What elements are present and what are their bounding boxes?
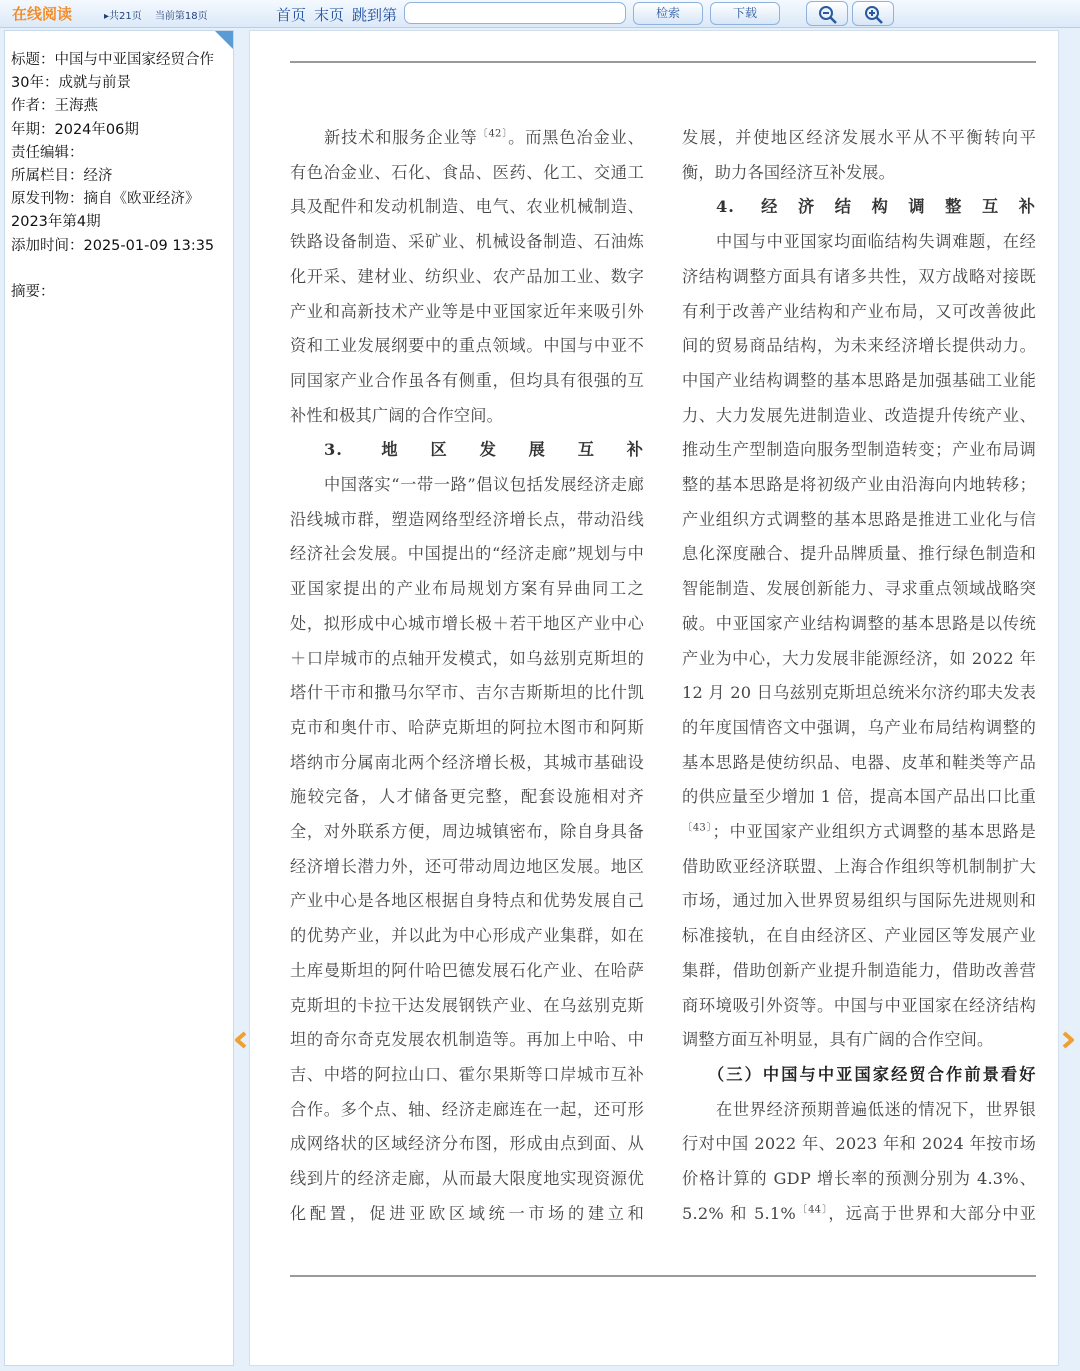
article-column: 所属栏目：经济 <box>11 168 113 185</box>
collapse-panel-icon[interactable] <box>215 31 233 49</box>
zoom-out-button[interactable] <box>806 1 848 26</box>
page-info <box>104 7 218 22</box>
zoom-out-icon <box>818 5 838 25</box>
section-heading: 4. 经济结构调整互补 <box>716 197 1036 217</box>
article-title-line1: 标题：中国与中亚国家经贸合作 <box>11 52 214 68</box>
prev-page-arrow-icon[interactable] <box>233 1030 249 1050</box>
current-page: 当前第18页 <box>154 11 208 22</box>
article-metadata <box>11 49 233 304</box>
last-page-link[interactable]: 末页 <box>314 6 345 24</box>
body-paragraph <box>682 1093 1036 1232</box>
body-paragraph <box>290 468 644 1231</box>
article-abstract: 摘要： <box>11 283 55 300</box>
next-page-arrow-icon[interactable] <box>1060 1030 1076 1050</box>
article-author: 作者：王海燕 <box>11 98 98 115</box>
body-paragraph <box>290 121 644 433</box>
article-title-line2: 30年：成就与前景 <box>11 75 131 92</box>
zoom-in-icon <box>864 5 884 25</box>
goto-page-label: 跳到第 <box>352 6 398 24</box>
paragraph-text: 中国落实“一带一路”倡议包括发展经济走廊沿线城市群，塑造网络型经济增长点，带动沿线经济社会发展。中国提出的“经济走廊”规划与中亚国家提出的产业布局规划方案有异曲同工之处，拟形成中心城市增长极＋若干地区产业中心＋口岸城市的点轴开发模式，如乌兹别克斯坦的塔什干市和撒马尔罕市、吉尔吉斯斯坦的比什凯克市和奥什市、哈萨克斯坦的阿拉木图市和阿斯塔纳市分属南北两个经济增长极，其城市基础设施较完备，人才储备更完整，配套设施相对齐全，对外联系方便，周边城镇密布，除自身具备经济增长潜力外，还可带动周边地区发展。地区产业中心是各地区根据自身特点和优势发展自己的优势产业，并以此为中心形成产业集群，如在土库曼斯坦的阿什哈巴德发展石化产业、在哈萨克斯坦的卡拉干达发展钢铁产业、在乌兹别克斯坦的奇尔奇克发展农机制造等。再加上中哈、中吉、中塔的阿拉山口、霍尔果斯等口岸城市互补合作。多个点、轴、经济走廊连在一起，还可形成网络状的区域经济分布图，形成由点到面、从线到片的经济走廊，从而最大限度地实现资源优化配置，促进亚欧区域统一市场的建立和 <box>290 475 644 1223</box>
bottom-divider <box>290 1275 1036 1277</box>
article-issue: 年期：2024年06期 <box>11 121 139 138</box>
paragraph-text: 发展，并使地区经济发展水平从不平衡转向平衡，助力各国经济互补发展。 <box>682 128 1036 182</box>
top-divider <box>290 61 1036 63</box>
article-info-panel <box>4 30 234 1366</box>
paragraph-text: ，远高于世界和大部分中亚 <box>828 1203 1036 1223</box>
online-reading-brand: 在线阅读 <box>12 5 73 23</box>
section-heading: （三）中国与中亚国家经贸合作前景看好 <box>708 1064 1036 1084</box>
paragraph-text: ；中亚国家产业组织方式调整的基本思路是借助欧亚经济联盟、上海合作组织等机制制扩大市场，通过加入世界贸易组织与国际先进规则和标准接轨，在自由经济区、产业园区等发展产业集群，借助创新产业提升制造能力，借助改善营商环境吸引外资等。中国与中亚国家在经济结构调整方面互补明显，具有广阔的合作空间。 <box>682 822 1036 1050</box>
goto-page-input[interactable] <box>404 2 626 24</box>
paragraph-text: 在世界经济预期普遍低迷的情况下，世界银行对中国 2022 年、2023 年和 2024 年按市场价格计算的 GDP 增长率的预测分别为 4.3%、5.2% 和 5.1% <box>682 1099 1036 1223</box>
text-column-right <box>682 121 1036 1232</box>
total-pages: ▸共21页 <box>104 11 142 22</box>
section-heading: 3. 地区发展互补 <box>324 440 644 460</box>
citation-ref: 〔43〕 <box>682 822 713 834</box>
citation-ref: 〔42〕 <box>477 128 509 140</box>
zoom-in-button[interactable] <box>852 1 894 26</box>
paragraph-text: 。而黑色冶金业、有色冶金业、石化、食品、医药、化工、交通工具及配件和发动机制造、电气、农业机械制造、铁路设备制造、采矿业、机械设备制造、石油炼化开采、建材业、纺织业、农产品加工业、数字产业和高新技术产业等是中亚国家近年来吸引外资和工业发展纲要中的重点领域。中国与中亚不同国家产业合作虽各有侧重，但均具有很强的互补性和极其广阔的合作空间。 <box>290 128 644 425</box>
article-source-line2: 2023年第4期 <box>11 214 101 231</box>
body-paragraph <box>682 121 1036 190</box>
search-button[interactable]: 检索 <box>633 2 703 25</box>
spacer <box>11 258 233 281</box>
citation-ref: 〔44〕 <box>795 1204 829 1216</box>
download-button[interactable]: 下载 <box>710 2 780 25</box>
reader-page <box>249 30 1059 1366</box>
text-column-left <box>290 121 644 1232</box>
article-editor: 责任编辑： <box>11 144 84 161</box>
body-paragraph <box>682 225 1036 1058</box>
paragraph-text: 中国与中亚国家均面临结构失调难题，在经济结构调整方面具有诸多共性，双方战略对接既有利于改善产业结构和产业布局，又可改善彼此间的贸易商品结构，为未来经济增长提供动力。中国产业结构调整的基本思路是加强基础工业能力、大力发展先进制造业、改造提升传统产业、推动生产型制造向服务型制造转变；产业布局调整的基本思路是将初级产业由沿海向内地转移；产业组织方式调整的基本思路是推进工业化与信息化深度融合、提升品牌质量、推行绿色制造和智能制造、发展创新能力、寻求重点领域战略突破。中亚国家产业结构调整的基本思路是以传统产业为中心，大力发展非能源经济，如 2022 年 12 月 20 日乌兹别克斯坦总统米尔济约耶夫发表的年度国情咨文中强调，乌产业布局结构调整的基本思路是使纺织品、电器、皮革和鞋类等产品的供应量至少增加 1 倍，提高本国产品出口比重 <box>682 232 1036 807</box>
article-added-time: 添加时间：2025-01-09 13:35 <box>11 237 215 254</box>
paragraph-text: 新技术和服务企业等 <box>324 128 478 147</box>
article-source-line1: 原发刊物：摘自《欧亚经济》 <box>11 191 200 208</box>
top-toolbar <box>0 0 1080 28</box>
first-page-link[interactable]: 首页 <box>276 6 307 24</box>
